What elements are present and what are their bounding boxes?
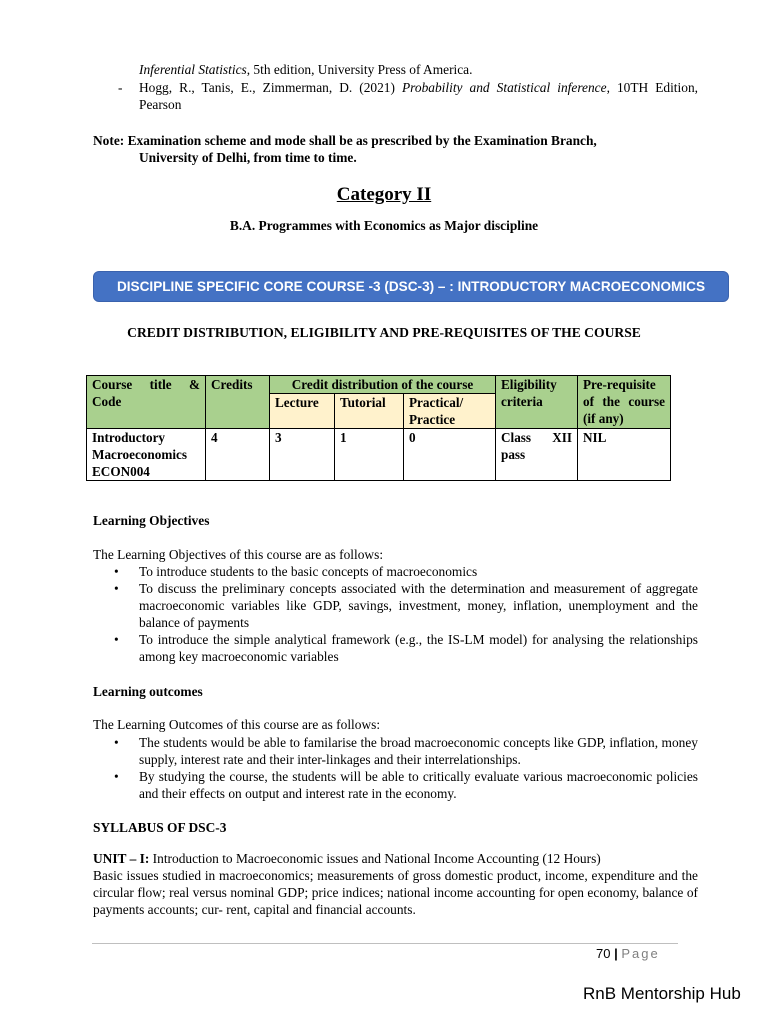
th-tutorial: Tutorial [335,394,404,429]
objectives-list [93,563,698,665]
th-prerequisite: Pre-requisite of the course (if any) [578,376,671,429]
th-credits: Credits [206,376,270,429]
ref1-italic-title: Inferential Statistics [139,62,247,77]
th-lecture: Lecture [270,394,335,429]
page-separator: | [614,946,618,961]
reference-1 [139,61,699,78]
bullet-icon: • [114,632,119,647]
unit-label: UNIT – I: [93,851,150,866]
footer-divider [92,943,678,944]
reference-2 [118,79,698,113]
th-credit-distribution: Credit distribution of the course [270,376,496,394]
td-prerequisite: NIL [578,429,671,481]
exam-note [93,132,698,166]
note-line-1: Note: Examination scheme and mode shall be as prescribed by the Examination Branch, [93,133,597,148]
td-practical: 0 [404,429,496,481]
td-credits: 4 [206,429,270,481]
category-subtitle: B.A. Programmes with Economics as Major discipline [229,218,539,233]
outcomes-intro: The Learning Outcomes of this course are as follows: [93,717,381,732]
list-item: • The students would be able to familarise the broad macroeconomic concepts like GDP, inflation, money supply, interest rate and their inter-linkages and their interrelationships. [114,735,698,767]
td-lecture: 3 [270,429,335,481]
credit-table [86,375,671,481]
list-item: • To discuss the preliminary concepts associated with the determination and measurement of aggregate macroeconomic variables like GDP, savings, investment, money, inflation, unemployment and the balance of payments [114,581,698,630]
td-course: Introductory Macroeconomics ECON004 [87,429,206,481]
course-banner-text: DISCIPLINE SPECIFIC CORE COURSE -3 (DSC-3) – : INTRODUCTORY MACROECONOMICS [116,279,706,294]
bullet-icon: • [114,581,119,596]
bullet-icon: • [114,564,119,579]
note-line-2: University of Delhi, from time to time. [139,150,357,165]
syllabus-heading: SYLLABUS OF DSC-3 [93,820,227,835]
ref2-rest: , 10TH Edition, Pearson [139,80,698,112]
bullet-icon: • [114,769,119,784]
watermark-text: RnB Mentorship Hub [583,984,741,1003]
ref1-rest: , 5th edition, University Press of America. [246,62,473,77]
page-word: Page [621,946,660,961]
th-course-title: Course title & Code [87,376,206,429]
unit-1 [93,850,698,918]
outcomes-heading: Learning outcomes [93,684,203,699]
unit-body: Basic issues studied in macroeconomics; measurements of gross domestic product, income, expenditure and the circular flow; real versus nominal GDP; price indices; national income accounting for open economy, balance of payments accounts; cur- rent, capital and financial accounts. [93,868,698,917]
ref2-title: Probability and Statistical inference [402,80,607,95]
page-number: 70 [596,946,611,961]
credit-distribution-heading: CREDIT DISTRIBUTION, ELIGIBILITY AND PRE-REQUISITES OF THE COURSE [127,325,641,340]
objectives-heading: Learning Objectives [93,513,210,528]
th-practical: Practical/ Practice [404,394,496,429]
list-item: • By studying the course, the students will be able to critically evaluate various macroeconomic policies and their effects on output and interest rate in the economy. [114,769,698,801]
td-tutorial: 1 [335,429,404,481]
table-row [87,429,671,481]
ref2-dash: - [118,80,123,95]
outcomes-list [93,734,698,802]
th-eligibility: Eligibility criteria [496,376,578,429]
bullet-icon: • [114,735,119,750]
td-eligibility: Class XII pass [496,429,578,481]
objectives-intro: The Learning Objectives of this course are as follows: [93,547,384,562]
course-banner [93,271,729,302]
category-title: Category II [336,184,432,205]
list-item: • To introduce the simple analytical framework (e.g., the IS-LM model) for analysing the relationships among key macroeconomic variables [114,632,698,664]
unit-title: Introduction to Macroeconomic issues and National Income Accounting (12 Hours) [149,851,601,866]
page-footer [596,945,660,962]
ref2-authors: Hogg, R., Tanis, E., Zimmerman, D. (2021) [139,80,402,95]
list-item: • To introduce students to the basic concepts of macroeconomics [114,564,478,579]
